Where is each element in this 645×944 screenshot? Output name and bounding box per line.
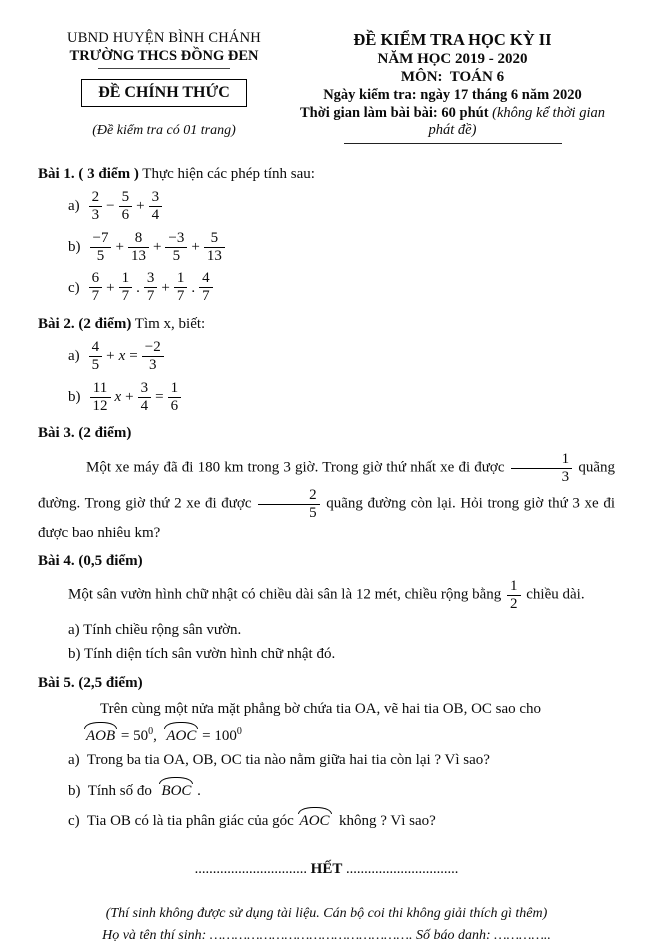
- problem-1-item-a: [68, 188, 615, 225]
- school-underline: [98, 68, 230, 69]
- text-run: ,: [153, 728, 165, 744]
- problem-5-item-a: [68, 750, 615, 770]
- fraction: $\frac{4}{5}$: [89, 339, 103, 374]
- problem-4-item-b: b) Tính diện tích sân vườn hình chữ nhật đó.: [68, 646, 336, 663]
- het-dots-right: ...............................: [345, 861, 459, 877]
- fraction: $\frac{6}{7}$: [89, 270, 103, 305]
- problem-1-item-b: [68, 229, 615, 266]
- school-name: TRƯỜNG THCS ĐỒNG ĐEN: [69, 48, 259, 64]
- fraction: $\frac{4}{7}$: [199, 270, 213, 305]
- problem-2-heading: [38, 314, 615, 334]
- fraction: $\frac{1}{7}$: [119, 270, 133, 305]
- header-left-column: [38, 30, 290, 144]
- problem-2-item-b: [68, 379, 615, 416]
- math-expression: [87, 269, 215, 306]
- operator: =: [129, 348, 138, 365]
- problem-4-text: [68, 577, 615, 614]
- het-label: HẾT: [310, 861, 343, 877]
- operator: +: [106, 279, 115, 296]
- text-run: quãng đường còn lại. Hỏi trong giờ thứ 3 xe đi được bao nhiêu km?: [38, 496, 615, 541]
- official-exam-box: ĐỀ CHÍNH THỨC: [81, 79, 247, 107]
- problem-3-text: [38, 450, 615, 543]
- operator: .: [191, 279, 196, 296]
- operator: +: [136, 198, 145, 215]
- fraction: $\frac{3}{4}$: [138, 380, 152, 415]
- fraction: $\frac{-3}{5}$: [165, 230, 187, 265]
- text-run: b) Tính số đo: [68, 782, 160, 799]
- duration-italic: (không kể thời gian phát đề): [428, 105, 605, 138]
- problem-5-heading: Bài 5. (2,5 điểm): [38, 674, 143, 691]
- angle-notation: AOC: [298, 808, 332, 831]
- math-expression: [88, 229, 227, 266]
- fraction: $\frac{3}{7}$: [144, 270, 158, 305]
- text-run: Một xe máy đã đi 180 km trong 3 giờ. Trong giờ thứ nhất xe đi được: [86, 459, 509, 476]
- header-right-column: [290, 30, 615, 144]
- fraction: $\frac{8}{13}$: [128, 230, 149, 265]
- problem-1-item-c: [68, 269, 615, 306]
- item-label: b): [68, 239, 81, 256]
- problem-1-instruction: Thực hiện các phép tính sau:: [138, 166, 315, 182]
- operator: +: [152, 239, 162, 256]
- item-label: b): [68, 389, 81, 406]
- variable: x: [114, 389, 122, 406]
- operator: +: [161, 279, 170, 296]
- angle-notation: BOC: [159, 778, 193, 801]
- footer-name-line: Họ và tên thí sinh: …………………………………………. Số báo danh: …………..: [102, 928, 551, 943]
- fraction: $\frac{2}{5}$: [258, 487, 320, 522]
- fraction: $\frac{5}{6}$: [119, 189, 133, 224]
- exam-body: [38, 164, 615, 831]
- fraction: $\frac{2}{3}$: [89, 189, 103, 224]
- het-dots-left: ...............................: [194, 861, 308, 877]
- problem-2-label: Bài 2. (2 điểm): [38, 316, 132, 333]
- problem-2-item-a: [68, 338, 615, 375]
- text-run: = 100: [198, 728, 237, 744]
- math-expression: [88, 379, 184, 416]
- fraction: $\frac{1}{3}$: [511, 451, 573, 486]
- problem-4-heading: Bài 4. (0,5 điểm): [38, 553, 143, 570]
- fraction: $\frac{11}{12}$: [90, 380, 111, 415]
- text-run: 0: [148, 726, 154, 737]
- operator: =: [155, 389, 164, 406]
- operator: +: [125, 389, 134, 406]
- text-run: a) Trong ba tia OA, OB, OC tia nào nằm giữa hai tia còn lại ? Vì sao?: [68, 752, 490, 769]
- duration-bold: Thời gian làm bài bài: 60 phút: [300, 105, 493, 121]
- problem-5-angles: [84, 723, 615, 746]
- header-underline: [344, 143, 562, 144]
- duration-line: [290, 105, 615, 139]
- item-label: a): [68, 348, 80, 365]
- exam-date: Ngày kiểm tra: ngày 17 tháng 6 năm 2020: [323, 87, 582, 103]
- text-run: 0: [236, 726, 242, 737]
- exam-title: ĐỀ KIỂM TRA HỌC KỲ II: [353, 30, 552, 49]
- item-label: a): [68, 198, 80, 215]
- fraction: $\frac{3}{4}$: [149, 189, 163, 224]
- item-label: c): [68, 279, 80, 296]
- document-header: [38, 30, 615, 144]
- variable: x: [118, 348, 126, 365]
- school-year: NĂM HỌC 2019 - 2020: [377, 51, 528, 67]
- subject-line: MÔN: TOÁN 6: [400, 69, 505, 85]
- math-expression: [87, 188, 164, 225]
- org-name: UBND HUYỆN BÌNH CHÁNH: [67, 30, 261, 46]
- math-expression: [87, 338, 166, 375]
- problem-1-heading: [38, 164, 615, 184]
- fraction: $\frac{-2}{3}$: [142, 339, 164, 374]
- operator: −: [106, 198, 115, 215]
- problem-5-item-b: [68, 778, 615, 801]
- page-count-note: (Đề kiểm tra có 01 trang): [92, 123, 236, 138]
- text-run: quãng đường. Trong giờ thứ 2 xe đi được: [38, 459, 615, 513]
- problem-5-item-c: [68, 808, 615, 831]
- text-run: .: [193, 782, 201, 799]
- text-run: Một sân vườn hình chữ nhật có chiều dài sân là 12 mét, chiều rộng bằng: [68, 587, 506, 604]
- angle-notation: AOC: [164, 723, 198, 746]
- fraction: $\frac{1}{2}$: [507, 578, 521, 613]
- problem-2-instruction: Tìm x, biết:: [131, 316, 206, 333]
- fraction: $\frac{1}{7}$: [174, 270, 188, 305]
- text-run: chiều dài.: [522, 587, 585, 604]
- text-run: không ? Vì sao?: [331, 812, 436, 829]
- operator: .: [136, 279, 140, 296]
- text-run: c) Tia OB có là tia phân giác của góc: [68, 812, 298, 829]
- problem-1-label: Bài 1. ( 3 điểm ): [38, 166, 139, 182]
- fraction: $\frac{5}{13}$: [204, 230, 225, 265]
- fraction: $\frac{1}{6}$: [168, 380, 182, 415]
- end-of-exam-line: [38, 861, 615, 878]
- angle-notation: AOB: [84, 723, 117, 746]
- footer-rules-note: (Thí sinh không được sử dụng tài liệu. Cán bộ coi thi không giải thích gì thêm): [105, 906, 548, 921]
- problem-4-item-a: a) Tính chiều rộng sân vườn.: [68, 622, 242, 638]
- problem-5-intro: Trên cùng một nửa mặt phẳng bờ chứa tia OA, vẽ hai tia OB, OC sao cho: [100, 700, 542, 717]
- operator: +: [106, 348, 115, 365]
- operator: +: [191, 239, 200, 256]
- fraction: $\frac{-7}{5}$: [90, 230, 112, 265]
- text-run: = 50: [117, 728, 149, 744]
- problem-3-heading: Bài 3. (2 điểm): [38, 425, 132, 442]
- operator: +: [115, 239, 124, 256]
